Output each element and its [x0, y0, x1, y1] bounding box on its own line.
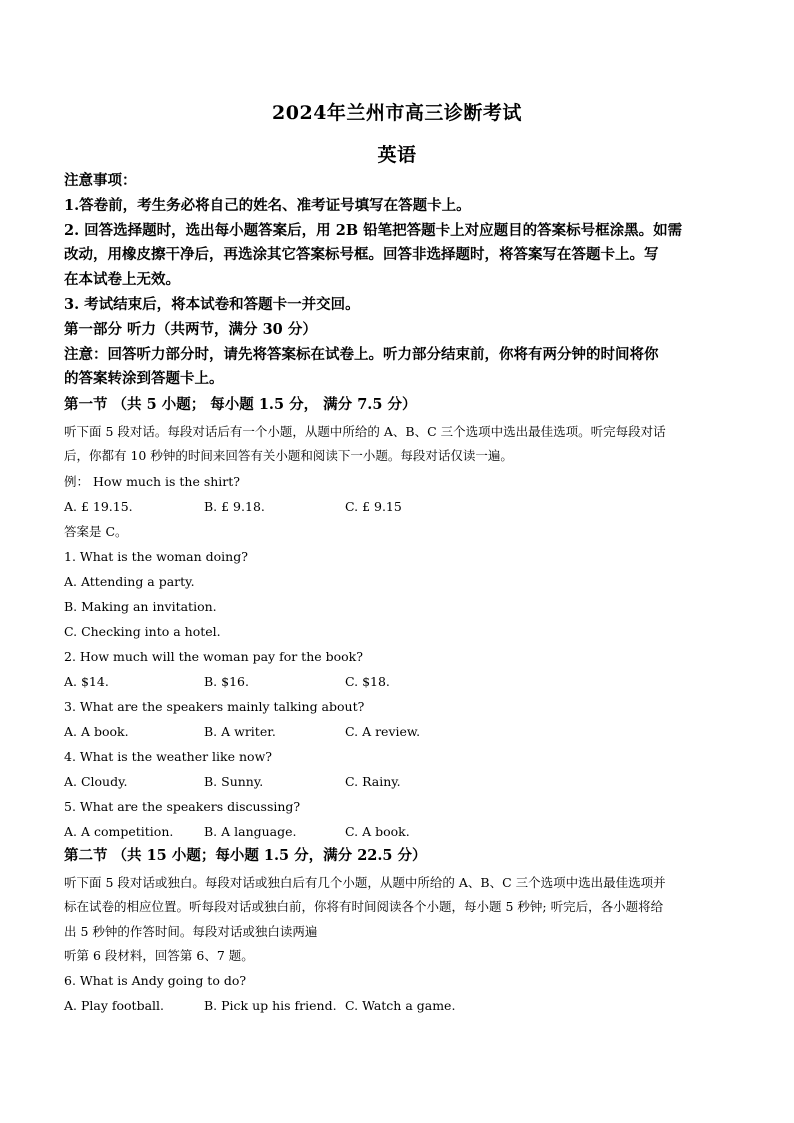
- question-1-option-c: C. Checking into a hotel.: [64, 624, 221, 639]
- notice-item-2-line-2: 改动，用橡皮擦干净后，再选涂其它答案标号框。回答非选择题时，将答案写在答题卡上。写: [64, 246, 659, 263]
- notice-item-3: 3. 考试结束后，将本试卷和答题卡一并交回。: [64, 296, 360, 313]
- question-3-option-a: A. A book.: [64, 724, 129, 739]
- question-1: 1. What is the woman doing?: [64, 549, 248, 564]
- question-4-option-b: B. Sunny.: [204, 774, 264, 789]
- question-3: 3. What are the speakers mainly talking about?: [64, 699, 365, 714]
- subject-title: 英语: [377, 144, 417, 166]
- question-2-option-b: B. $16.: [204, 674, 249, 689]
- question-6: 6. What is Andy going to do?: [64, 973, 247, 988]
- question-4: 4. What is the weather like now?: [64, 749, 272, 764]
- question-5-option-a: A. A competition.: [64, 824, 174, 839]
- example-question: 例： How much is the shirt?: [64, 474, 240, 489]
- section1-instruction-line-2: 后，你都有 10 秒钟的时间来回答有关小题和阅读下一小题。每段对话仅读一遍。: [64, 448, 513, 463]
- example-option-b: B. £ 9.18.: [204, 499, 265, 514]
- question-1-option-b: B. Making an invitation.: [64, 599, 217, 614]
- section2-instruction-line-2: 标在试卷的相应位置。听每段对话或独白前，你将有时间阅读各个小题，每小题 5 秒钟; 听完后，各小题将给: [64, 899, 664, 914]
- question-4-option-a: A. Cloudy.: [64, 774, 128, 789]
- part1-heading: 第一部分 听力（共两节，满分 30 分）: [64, 321, 317, 338]
- example-option-a: A. £ 19.15.: [64, 499, 133, 514]
- question-1-option-a: A. Attending a party.: [64, 574, 195, 589]
- example-option-c: C. £ 9.15: [345, 499, 402, 514]
- notice-heading: 注意事项：: [64, 172, 137, 189]
- notice-item-2-line-3: 在本试卷上无效。: [64, 271, 180, 288]
- question-2-option-a: A. $14.: [64, 674, 109, 689]
- question-4-option-c: C. Rainy.: [345, 774, 401, 789]
- part1-note-line-1: 注意：回答听力部分时，请先将答案标在试卷上。听力部分结束前，你将有两分钟的时间将你: [64, 346, 659, 363]
- notice-item-2-line-1: 2. 回答选择题时，选出每小题答案后，用 2B 铅笔把答题卡上对应题目的答案标号框涂黑。如需: [64, 222, 683, 239]
- question-6-option-b: B. Pick up his friend.: [204, 998, 337, 1013]
- question-2-option-c: C. $18.: [345, 674, 390, 689]
- material-6-instruction: 听第 6 段材料，回答第 6、7 题。: [64, 948, 254, 963]
- exam-title: 2024年兰州市高三诊断考试: [272, 102, 522, 124]
- question-6-option-c: C. Watch a game.: [345, 998, 456, 1013]
- question-2: 2. How much will the woman pay for the book?: [64, 649, 363, 664]
- notice-item-1: 1.答卷前，考生务必将自己的姓名、准考证号填写在答题卡上。: [64, 197, 471, 214]
- section1-instruction-line-1: 听下面 5 段对话。每段对话后有一个小题，从题中所给的 A、B、C 三个选项中选出最佳选项。听完每段对话: [64, 424, 666, 439]
- question-5: 5. What are the speakers discussing?: [64, 799, 301, 814]
- question-3-option-b: B. A writer.: [204, 724, 276, 739]
- example-answer: 答案是 C。: [64, 524, 128, 539]
- question-3-option-c: C. A review.: [345, 724, 421, 739]
- section2-instruction-line-1: 听下面 5 段对话或独白。每段对话或独白后有几个小题，从题中所给的 A、B、C 三个选项中选出最佳选项并: [64, 875, 666, 890]
- question-5-option-c: C. A book.: [345, 824, 410, 839]
- section2-instruction-line-3: 出 5 秒钟的作答时间。每段对话或独白读两遍: [64, 924, 318, 939]
- section1-heading: 第一节 （共 5 小题； 每小题 1.5 分， 满分 7.5 分）: [64, 396, 417, 413]
- section2-heading: 第二节 （共 15 小题；每小题 1.5 分，满分 22.5 分）: [64, 847, 427, 864]
- question-5-option-b: B. A language.: [204, 824, 297, 839]
- part1-note-line-2: 的答案转涂到答题卡上。: [64, 370, 224, 387]
- question-6-option-a: A. Play football.: [64, 998, 164, 1013]
